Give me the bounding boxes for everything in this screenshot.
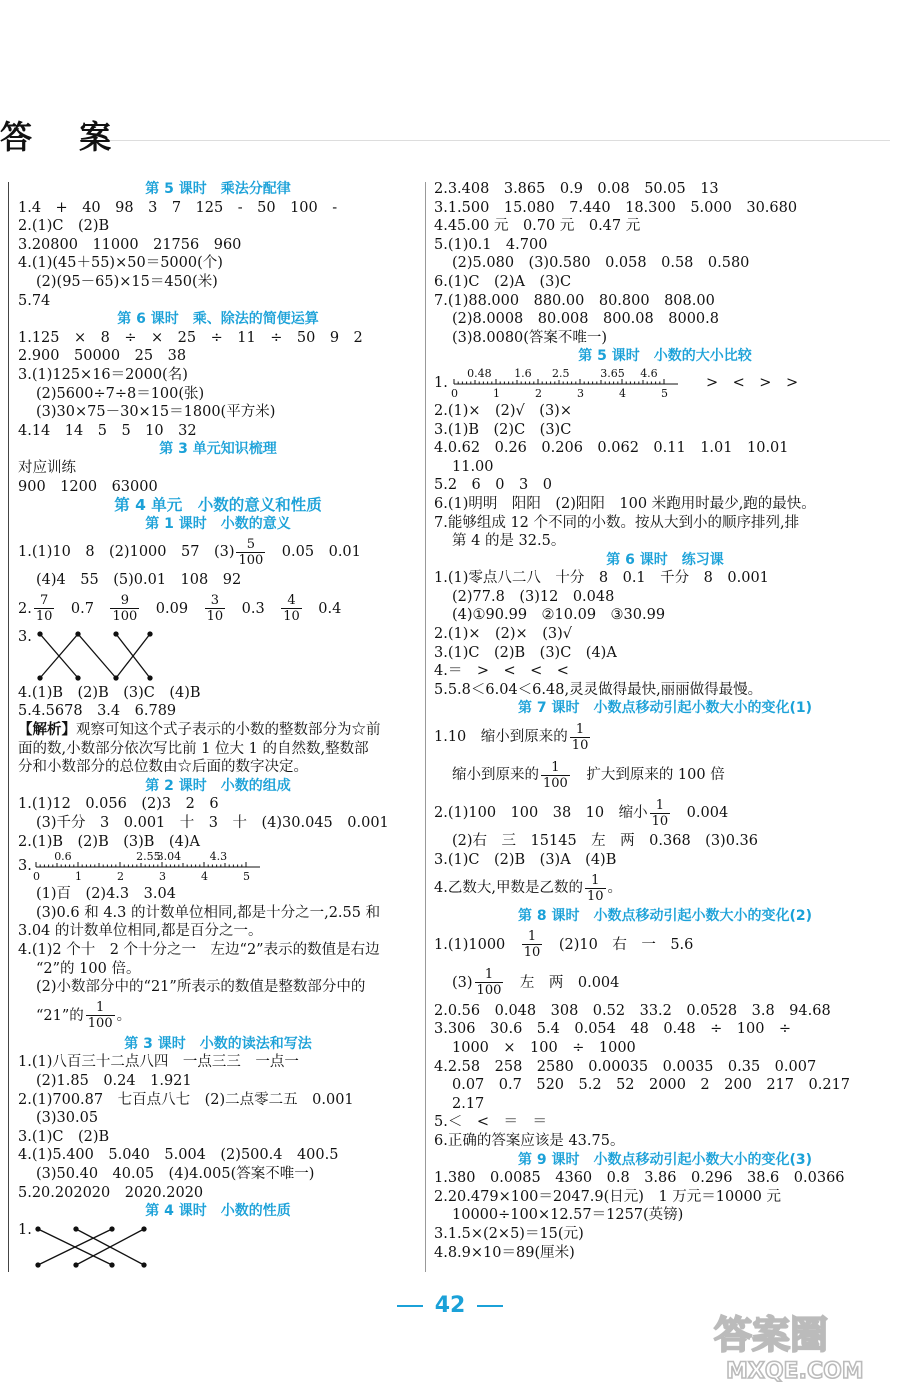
fraction bbox=[522, 929, 543, 960]
answer-line: 7.(1)88.000 880.00 80.800 808.00 bbox=[434, 292, 715, 309]
answer-line bbox=[434, 794, 896, 832]
answer-line: 3.1.5×(2×5)＝15(元) bbox=[434, 1225, 584, 1242]
denominator: 100 bbox=[543, 775, 568, 791]
fraction bbox=[541, 760, 570, 791]
answer-line bbox=[18, 997, 418, 1035]
number-line-point-label: 1.6 bbox=[514, 366, 532, 380]
number-line-tick-label: 1 bbox=[493, 386, 500, 400]
answer-line: 11.00 bbox=[452, 458, 494, 475]
answer-text: (2)10 右 一 5.6 bbox=[544, 936, 694, 953]
fraction bbox=[650, 798, 671, 829]
number-line-tick-label: 4 bbox=[619, 386, 626, 400]
answer-line: 2.3.408 3.865 0.9 0.08 50.05 13 bbox=[434, 181, 719, 197]
numerator: 1 bbox=[475, 967, 504, 983]
number-line-svg bbox=[28, 851, 268, 885]
numerator: 1 bbox=[570, 722, 591, 738]
fraction bbox=[475, 967, 504, 998]
denominator: 10 bbox=[651, 813, 669, 829]
denominator: 10 bbox=[206, 609, 224, 625]
section-heading: 第 6 课时 练习课 bbox=[606, 551, 724, 568]
section-heading: 第 6 课时 乘、除法的简便运算 bbox=[117, 311, 319, 328]
answer-line: 3.306 30.6 5.4 0.054 48 0.48 ÷ 100 ÷ bbox=[434, 1021, 792, 1038]
answer-line bbox=[434, 756, 896, 794]
number-line-tick-label: 0 bbox=[33, 870, 40, 884]
answer-line: (2)77.8 (3)12 0.048 bbox=[452, 588, 615, 605]
answer-line: 1.(1)12 0.056 (2)3 2 6 bbox=[18, 796, 219, 813]
page-title: 答 案 bbox=[0, 118, 130, 156]
analysis-label: 【解析】 bbox=[18, 721, 76, 739]
numerator: 7 bbox=[34, 593, 55, 609]
answer-line: 5.74 bbox=[18, 292, 51, 309]
answer-line: 900 1200 63000 bbox=[18, 478, 158, 495]
section-heading: 第 5 课时 乘法分配律 bbox=[145, 181, 291, 197]
answer-line: “2”的 100 倍。 bbox=[36, 960, 141, 977]
section-heading: 第 7 课时 小数点移动引起小数大小的变化(1) bbox=[517, 700, 813, 717]
answer-line: 3.(1)C (2)B (3)A (4)B bbox=[434, 851, 617, 868]
answer-text: 。 bbox=[116, 1007, 132, 1024]
denominator: 100 bbox=[112, 609, 138, 625]
number-line-svg bbox=[446, 366, 696, 402]
answer-line: (3)30×75－30×15＝1800(平方米) bbox=[36, 404, 276, 421]
left-margin-bar bbox=[8, 182, 9, 1272]
numerator: 4 bbox=[281, 593, 302, 609]
answer-line: (4)4 55 (5)0.01 108 92 bbox=[36, 572, 242, 589]
answer-line: 4.45.00 元 0.70 元 0.47 元 bbox=[434, 218, 641, 235]
answer-text: 0.7 bbox=[70, 600, 94, 617]
answer-line: 1000 × 100 ÷ 1000 bbox=[452, 1040, 636, 1056]
answer-line: (2)小数部分中的“21”所表示的数值是整数部分中的 bbox=[36, 979, 366, 996]
fraction-line bbox=[18, 590, 418, 628]
analysis-text: 观察可知这个式子表示的小数的整数部分为☆前 bbox=[76, 722, 381, 739]
section-heading: 第 9 课时 小数点移动引起小数大小的变化(3) bbox=[517, 1151, 813, 1168]
answer-line: 4.(1)2 个十 2 个十分之一 左边“2”表示的数值是右边 bbox=[18, 942, 380, 958]
watermark-logo bbox=[706, 1304, 886, 1384]
section-heading: 第 1 课时 小数的意义 bbox=[145, 515, 291, 532]
answer-text: 0.05 0.01 bbox=[267, 544, 361, 561]
answer-line: 5.20.202020 2020.2020 bbox=[18, 1184, 204, 1201]
unit-heading: 第 4 单元 小数的意义和性质 bbox=[114, 496, 322, 515]
number-line-tick-label: 2 bbox=[535, 386, 542, 400]
numerator: 1 bbox=[86, 1000, 115, 1016]
column-divider bbox=[425, 182, 426, 1272]
answer-line: 4.(1)5.400 5.040 5.004 (2)500.4 400.5 bbox=[18, 1147, 339, 1164]
section-heading: 第 5 课时 小数的大小比较 bbox=[578, 348, 752, 365]
answer-line: 1.(1)零点八二八 十分 8 0.1 千分 8 0.001 bbox=[434, 570, 769, 587]
answer-text: 4.乙数大,甲数是乙数的 bbox=[434, 880, 583, 897]
numerator: 5 bbox=[236, 537, 265, 553]
answer-text: 扩大到原来的 100 倍 bbox=[571, 767, 725, 784]
answer-line: 10000÷100×12.57＝1257(英镑) bbox=[452, 1207, 684, 1224]
analysis-line: 面的数,小数部分依次写比前 1 位大 1 的自然数,整数部 bbox=[18, 740, 369, 757]
answer-line: (1)百 (2)4.3 3.04 bbox=[36, 886, 176, 903]
denominator: 10 bbox=[35, 609, 53, 625]
answer-text: “21”的 bbox=[36, 1007, 84, 1024]
fraction bbox=[34, 593, 55, 624]
numerator: 1 bbox=[522, 929, 543, 945]
answer-line: 3.20800 11000 21756 960 bbox=[18, 236, 242, 253]
answer-text: 1. bbox=[18, 1221, 32, 1238]
answer-line: 1.380 0.0085 4360 0.8 3.86 0.296 38.6 0.0366 bbox=[434, 1170, 845, 1187]
page-number-dash bbox=[477, 1305, 503, 1307]
denominator: 10 bbox=[586, 888, 604, 904]
answer-text: 3. bbox=[18, 628, 32, 645]
answer-line: 3.(1)C (2)B (3)C (4)A bbox=[434, 644, 617, 661]
answer-line bbox=[434, 869, 896, 907]
right-column bbox=[434, 180, 896, 1262]
answer-text: > < > > bbox=[706, 374, 799, 391]
answer-line: (2)右 三 15145 左 两 0.368 (3)0.36 bbox=[452, 833, 759, 850]
answer-line: 4.(1)(45＋55)×50＝5000(个) bbox=[18, 255, 223, 272]
answer-line: (3)千分 3 0.001 十 3 十 (4)30.045 0.001 bbox=[36, 815, 389, 832]
answer-line bbox=[434, 926, 896, 964]
numerator: 1 bbox=[585, 873, 606, 889]
answer-line: 2.0.56 0.048 308 0.52 33.2 0.0528 3.8 94.68 bbox=[434, 1002, 831, 1019]
number-line-tick-label: 3 bbox=[159, 870, 166, 884]
answer-line: 4.0.62 0.26 0.206 0.062 0.11 1.01 10.01 bbox=[434, 440, 789, 457]
number-line-2 bbox=[434, 366, 896, 402]
matching-lines bbox=[32, 1223, 162, 1271]
answer-line: 3.(1)C (2)B bbox=[18, 1128, 110, 1145]
answer-text: 2. bbox=[18, 600, 32, 617]
answer-line: 2.(1)× (2)× (3)√ bbox=[434, 626, 572, 643]
denominator: 100 bbox=[87, 1016, 113, 1032]
answer-line: 3.(1)125×16＝2000(名) bbox=[18, 366, 188, 383]
number-line-point-label: 0.48 bbox=[467, 366, 492, 380]
answer-line bbox=[434, 718, 896, 756]
answer-line: (4)①90.99 ②10.09 ③30.99 bbox=[452, 607, 666, 624]
answer-line: (3)8.0080(答案不唯一) bbox=[452, 329, 608, 346]
answer-line: 0.07 0.7 520 5.2 52 2000 2 200 217 0.217 bbox=[452, 1077, 851, 1094]
fraction bbox=[585, 873, 606, 904]
answer-line: 3.(1)B (2)C (3)C bbox=[434, 421, 572, 438]
answer-line: 1.125 × 8 ÷ × 25 ÷ 11 ÷ 50 9 2 bbox=[18, 329, 363, 346]
number-line-tick-label: 5 bbox=[661, 386, 668, 400]
answer-line: 2.(1)B (2)B (3)B (4)A bbox=[18, 833, 200, 850]
answer-text: 0.09 bbox=[155, 600, 189, 617]
answer-line: 2.20.479×100＝2047.9(日元) 1 万元＝10000 元 bbox=[434, 1188, 782, 1205]
analysis-line: 分和小数部分的总位数由☆后面的数字决定。 bbox=[18, 759, 308, 776]
section-heading: 第 2 课时 小数的组成 bbox=[145, 777, 291, 794]
answer-text: 1.10 缩小到原来的 bbox=[434, 729, 568, 746]
answer-line bbox=[18, 533, 418, 571]
answer-line: 4.(1)B (2)B (3)C (4)B bbox=[18, 684, 201, 701]
answer-line: (3)30.05 bbox=[36, 1110, 99, 1127]
number-line-point-label: 3.65 bbox=[600, 366, 625, 380]
answer-line bbox=[434, 964, 896, 1002]
answer-text: 0.3 bbox=[241, 600, 265, 617]
number-line-point-label: 4.6 bbox=[640, 366, 658, 380]
answer-line: (2)5600÷7÷8＝100(张) bbox=[36, 385, 205, 402]
answer-line: (3)0.6 和 4.3 的计数单位相同,都是十分之一,2.55 和 bbox=[36, 904, 381, 921]
left-column bbox=[18, 180, 418, 1271]
answer-line: 5.＜ < ＝ ＝ bbox=[434, 1114, 547, 1131]
answer-line: 6.(1)C (2)A (3)C bbox=[434, 273, 572, 290]
answer-text: 1. bbox=[434, 374, 448, 391]
answer-line: 4.8.9×10＝89(厘米) bbox=[434, 1244, 575, 1261]
section-heading: 第 8 课时 小数点移动引起小数大小的变化(2) bbox=[517, 908, 813, 925]
number-line-tick-label: 4 bbox=[201, 870, 208, 884]
answer-line: 3.04 的计数单位相同,都是百分之一。 bbox=[18, 923, 263, 940]
matching-diagram bbox=[18, 1221, 418, 1271]
answer-line: 6.正确的答案应该是 43.75。 bbox=[434, 1132, 625, 1149]
answer-line: 2.(1)C (2)B bbox=[18, 218, 110, 235]
title-rule bbox=[110, 140, 890, 141]
answer-line: (2)5.080 (3)0.580 0.058 0.58 0.580 bbox=[452, 255, 750, 272]
answer-text: 0.4 bbox=[318, 600, 342, 617]
denominator: 100 bbox=[238, 552, 264, 568]
section-heading: 第 3 单元知识梳理 bbox=[159, 441, 277, 458]
answer-text: 。 bbox=[607, 880, 622, 897]
number-line-point-label: 0.6 bbox=[54, 851, 72, 864]
answer-line: 5.4.5678 3.4 6.789 bbox=[18, 703, 177, 720]
answer-line: 3.1.500 15.080 7.440 18.300 5.000 30.680 bbox=[434, 199, 798, 216]
answer-line: 6.(1)明明 阳阳 (2)阳阳 100 米跑用时最少,跑的最快。 bbox=[434, 495, 816, 512]
numerator: 1 bbox=[650, 798, 671, 814]
answer-line: 7.能够组成 12 个不同的小数。按从大到小的顺序排列,排 bbox=[434, 514, 800, 531]
answer-line: 5.2 6 0 3 0 bbox=[434, 477, 552, 494]
numerator: 1 bbox=[541, 760, 570, 776]
numerator: 9 bbox=[110, 593, 139, 609]
answer-line: (2)8.0008 80.008 800.08 8000.8 bbox=[452, 311, 719, 328]
answer-line: 2.(1)700.87 七百点八七 (2)二点零二五 0.001 bbox=[18, 1091, 354, 1108]
watermark-url: MXQE.COM bbox=[726, 1359, 864, 1384]
answer-text: 左 两 0.004 bbox=[505, 974, 620, 991]
answer-line: 4.2.58 258 2580 0.00035 0.0035 0.35 0.007 bbox=[434, 1058, 817, 1075]
page-number-text: 42 bbox=[434, 1293, 466, 1318]
answer-text: 2.(1)100 100 38 10 缩小 bbox=[434, 805, 648, 822]
fraction bbox=[205, 593, 226, 624]
fraction bbox=[86, 1000, 115, 1031]
answer-text: 3. bbox=[18, 858, 32, 875]
answer-line: (2)1.85 0.24 1.921 bbox=[36, 1072, 192, 1089]
answer-line: 5.(1)0.1 4.700 bbox=[434, 236, 548, 253]
numerator: 3 bbox=[205, 593, 226, 609]
number-line-1 bbox=[18, 851, 418, 885]
answer-text: 缩小到原来的 bbox=[452, 767, 539, 784]
number-line-tick-label: 1 bbox=[75, 870, 82, 884]
answer-line: 4.＝ > < < < bbox=[434, 663, 569, 680]
answer-line: 5.5.8＜6.04＜6.48,灵灵做得最快,丽丽做得最慢。 bbox=[434, 681, 763, 698]
answer-text: (3) bbox=[452, 974, 473, 991]
answer-text: 1.(1)10 8 (2)1000 57 (3) bbox=[18, 544, 235, 561]
answer-line: (2)(95－65)×15＝450(米) bbox=[36, 273, 218, 290]
denominator: 10 bbox=[523, 945, 541, 961]
number-line-tick-label: 5 bbox=[243, 870, 250, 884]
answer-line: 1.4 + 40 98 3 7 125 - 50 100 - bbox=[18, 199, 338, 216]
section-heading: 第 4 课时 小数的性质 bbox=[145, 1203, 291, 1220]
answer-line: 1.(1)八百三十二点八四 一点三三 一点一 bbox=[18, 1054, 299, 1071]
answer-line: 2.900 50000 25 38 bbox=[18, 348, 187, 365]
matching-diagram bbox=[18, 628, 418, 684]
fraction bbox=[236, 537, 265, 568]
number-line-point-label: 4.3 bbox=[209, 851, 228, 864]
answer-line: 2.(1)× (2)√ (3)× bbox=[434, 402, 572, 419]
number-line-point-label: 2.55 bbox=[136, 851, 161, 864]
denominator: 100 bbox=[476, 983, 502, 999]
answer-text: 0.004 bbox=[672, 805, 729, 822]
number-line-point-label: 2.5 bbox=[552, 366, 570, 380]
number-line-tick-label: 3 bbox=[577, 386, 584, 400]
fraction bbox=[110, 593, 139, 624]
number-line-tick-label: 2 bbox=[117, 870, 124, 884]
number-line-point-label: 3.04 bbox=[156, 851, 182, 864]
denominator: 10 bbox=[283, 609, 300, 625]
fraction bbox=[570, 722, 591, 753]
answer-text: 1.(1)1000 bbox=[434, 936, 506, 953]
watermark-text: 答案圈 bbox=[714, 1313, 829, 1357]
answer-line: 2.17 bbox=[452, 1095, 485, 1112]
fraction bbox=[281, 593, 302, 624]
denominator: 10 bbox=[571, 737, 589, 753]
answer-line: 对应训练 bbox=[18, 459, 76, 476]
answer-line: 第 4 的是 32.5。 bbox=[452, 533, 566, 550]
answer-line: (3)50.40 40.05 (4)4.005(答案不唯一) bbox=[36, 1165, 315, 1182]
analysis-line bbox=[18, 721, 418, 740]
matching-lines bbox=[32, 628, 172, 684]
page-number-dash bbox=[397, 1305, 423, 1307]
answer-line: 4.14 14 5 5 10 32 bbox=[18, 422, 197, 439]
section-heading: 第 3 课时 小数的读法和写法 bbox=[124, 1035, 312, 1052]
number-line-tick-label: 0 bbox=[451, 386, 458, 400]
